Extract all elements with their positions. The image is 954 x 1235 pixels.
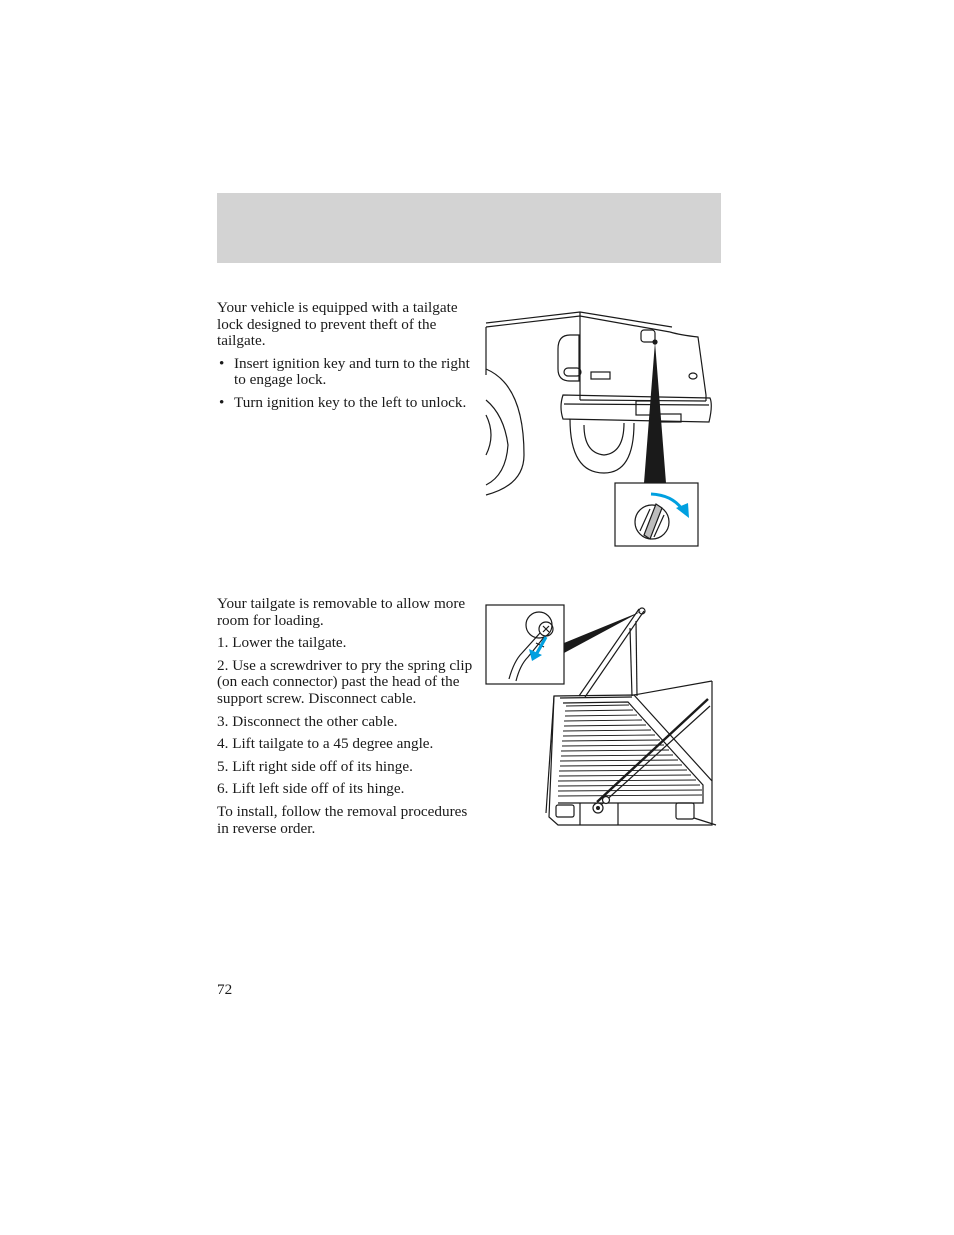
- tailgate-lock-section: [217, 300, 475, 418]
- install-note: To install, follow the removal procedures in reverse order.: [217, 802, 468, 837]
- removal-step: 1. Lower the tailgate.: [217, 634, 347, 652]
- tailgate-lock-illustration: [484, 305, 716, 550]
- tailgate-removal-illustration: [484, 603, 720, 835]
- removal-step: 3. Disconnect the other cable.: [217, 712, 398, 730]
- removal-intro: Your tailgate is removable to allow more room for loading.: [217, 595, 466, 629]
- removal-step: 6. Lift left side off of its hinge.: [217, 780, 405, 798]
- tailgate-lock-intro: Your vehicle is equipped with a tailgate lock designed to prevent theft of the tailgate.: [217, 299, 458, 350]
- removal-step: 5. Lift right side off of its hinge.: [217, 757, 413, 775]
- bullet-glyph: •: [219, 393, 225, 411]
- instruction-text: Turn ignition key to the left to unlock.: [234, 393, 467, 411]
- bullet-glyph: •: [219, 354, 225, 372]
- section-header-band: [217, 193, 721, 263]
- instruction-text: Insert ignition key and turn to the right to engage lock.: [234, 354, 470, 389]
- list-item: [217, 356, 475, 389]
- removal-step: 2. Use a screwdriver to pry the spring clip (on each connector) past the head of the support screw. Disconnect cable.: [217, 656, 473, 707]
- removal-step: 4. Lift tailgate to a 45 degree angle.: [217, 735, 434, 753]
- tailgate-removal-section: [217, 596, 475, 843]
- tailgate-lock-instructions: [217, 356, 475, 412]
- list-item: [217, 395, 475, 412]
- page-number: 72: [217, 981, 233, 998]
